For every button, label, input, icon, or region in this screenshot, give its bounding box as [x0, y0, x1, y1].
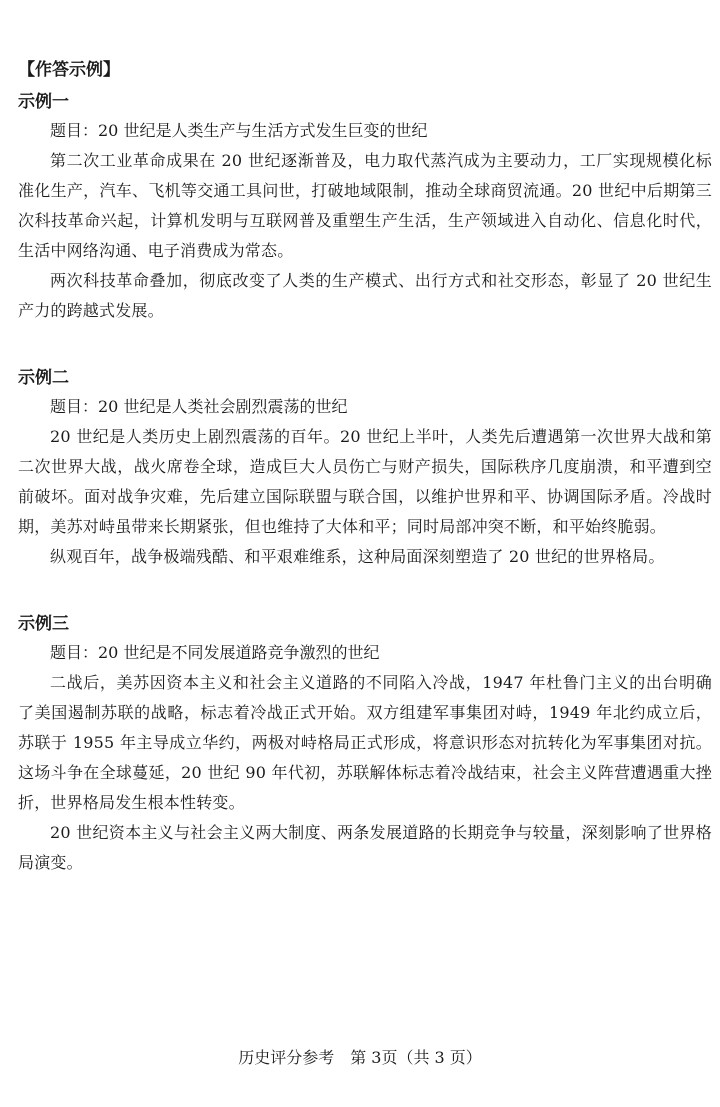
page-footer: 历史评分参考 第 3页（共 3 页）	[238, 1048, 482, 1067]
example-topic: 题目：20 世纪是人类生产与生活方式发生巨变的世纪	[50, 121, 428, 140]
example-one	[18, 88, 712, 326]
example-two	[18, 364, 712, 572]
example-paragraph: 二战后，美苏因资本主义和社会主义道路的不同陷入冷战，1947 年杜鲁门主义的出台明确了美国遏制苏联的战略，标志着冷战正式开始。双方组建军事集团对峙，1949 年北约成立后，苏联于 1955 年主导成立华约，两极对峙格局正式形成，将意识形态对抗转化为军事集团对抗。这场斗争在全球蔓延，20 世纪 90 年代初，苏联解体标志着冷战结束，社会主义阵营遭遇重大挫折，世界格局发生根本性转变。	[18, 673, 712, 812]
example-title: 示例一	[18, 92, 69, 112]
example-paragraph: 20 世纪资本主义与社会主义两大制度、两条发展道路的长期竞争与较量，深刻影响了世界格局演变。	[18, 823, 712, 872]
example-paragraph: 第二次工业革命成果在 20 世纪逐渐普及，电力取代蒸汽成为主要动力，工厂实现规模化标准化生产，汽车、飞机等交通工具问世，打破地域限制，推动全球商贸流通。20 世纪中后期第三次科技革命兴起，计算机发明与互联网普及重塑生产生活，生产领域进入自动化、信息化时代，生活中网络沟通、电子消费成为常态。	[18, 151, 712, 260]
section-heading: 【作答示例】	[18, 60, 120, 80]
example-topic: 题目：20 世纪是不同发展道路竞争激烈的世纪	[50, 643, 380, 662]
example-title: 示例三	[18, 614, 69, 634]
example-title: 示例二	[18, 368, 69, 388]
example-paragraph: 两次科技革命叠加，彻底改变了人类的生产模式、出行方式和社交形态，彰显了 20 世纪生产力的跨越式发展。	[18, 271, 712, 320]
example-paragraph: 20 世纪是人类历史上剧烈震荡的百年。20 世纪上半叶，人类先后遭遇第一次世界大战和第二次世界大战，战火席卷全球，造成巨大人员伤亡与财产损失，国际秩序几度崩溃，和平遭到空前破坏。面对战争灾难，先后建立国际联盟与联合国，以维护世界和平、协调国际矛盾。冷战时期，美苏对峙虽带来长期紧张，但也维持了大体和平；同时局部冲突不断，和平始终脆弱。	[18, 427, 712, 536]
example-topic: 题目：20 世纪是人类社会剧烈震荡的世纪	[50, 397, 348, 416]
document-body	[18, 56, 712, 878]
example-paragraph: 纵观百年，战争极端残酷、和平艰难维系，这种局面深刻塑造了 20 世纪的世界格局。	[50, 547, 665, 566]
example-three	[18, 610, 712, 878]
